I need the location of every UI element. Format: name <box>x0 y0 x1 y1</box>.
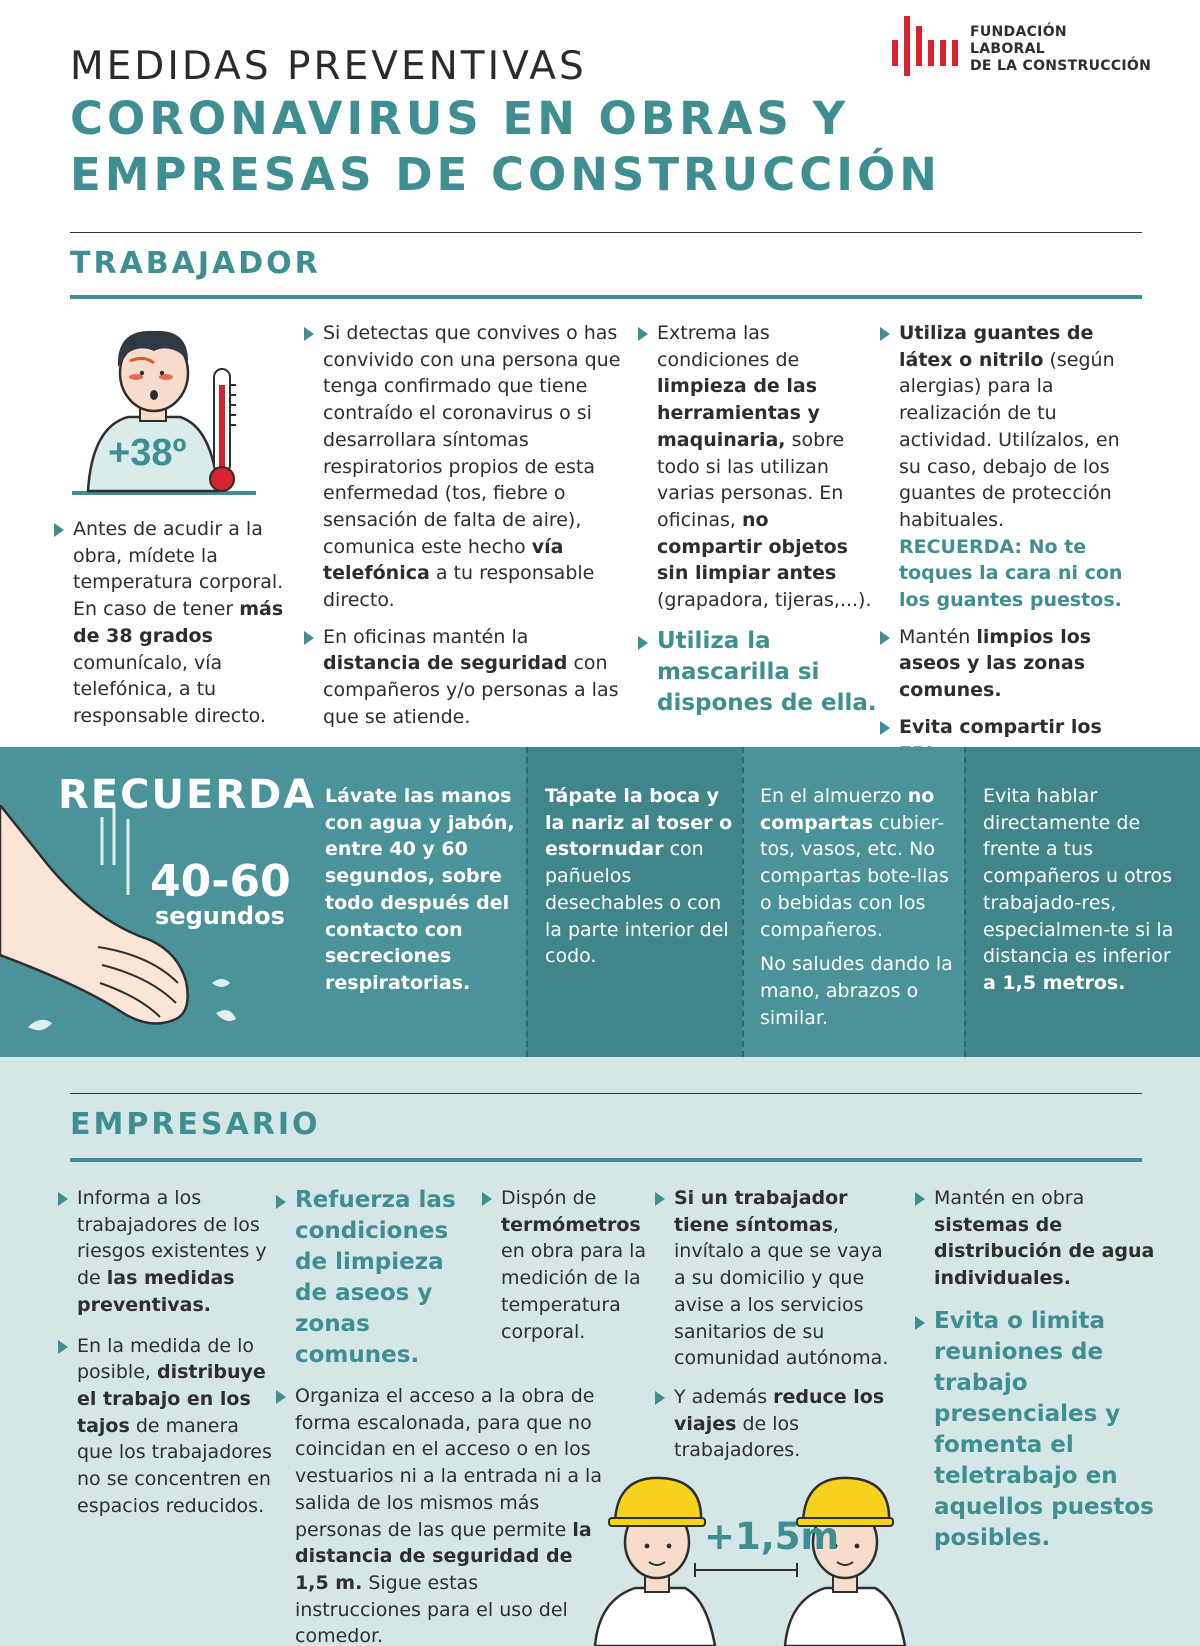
text: de los trabajadores. <box>674 1412 801 1462</box>
bullet-reduce-travel <box>655 1384 895 1464</box>
section-heading-empresario: EMPRESARIO <box>70 1107 321 1142</box>
recuerda-box-handwash <box>325 783 515 997</box>
text: comunícalo, vía telefónica, a tu responsable directo. <box>73 651 266 727</box>
title-top: MEDIDAS PREVENTIVAS <box>70 44 587 89</box>
text-bold: termómetros <box>501 1213 641 1236</box>
text-bold: distancia de seguridad <box>323 652 568 675</box>
hands-washing-illustration <box>0 805 250 1055</box>
text-bold: no compartir objetos sin limpiar antes <box>657 508 848 585</box>
text: En el almuerzo <box>760 785 908 807</box>
text-bold: distribuye el trabajo en los tajos <box>77 1361 266 1437</box>
text: con compañeros y/o personas a las que se atiende. <box>323 652 619 728</box>
empresario-col5 <box>915 1185 1175 1554</box>
bullet-office-distance <box>304 624 624 731</box>
section-heading-trabajador: TRABAJADOR <box>70 246 321 281</box>
text-bold: a 1,5 metros. <box>983 971 1126 994</box>
text-bold: Lávate las manos <box>325 785 512 807</box>
text: Si detectas que convives o has convivido con una persona que tenga confirmado que tiene contraído el coronavirus o si desarrollara síntomas respiratorios propios de esta enfermedad (tos, fiebre o sensación de falta de aire), comunica este hecho <box>323 322 621 558</box>
text: cubier-tos, vasos, etc. No compartas bote-llas o bebidas con los compañeros. <box>760 811 949 941</box>
text-bold: las medidas preventivas. <box>77 1267 235 1316</box>
text-bold: reduce los viajes <box>674 1385 885 1435</box>
temperature-label: +38º <box>108 432 187 474</box>
bullet-thermometers <box>482 1185 652 1345</box>
text: Utiliza la mascarilla si dispones de ella. <box>657 627 877 716</box>
logo-line-1: FUNDACIÓN <box>970 24 1067 40</box>
logo-line-3: DE LA CONSTRUCCIÓN <box>970 58 1152 74</box>
text: Mantén <box>899 625 977 648</box>
text: Informa a los trabajadores de los riesgos existentes y de <box>77 1187 267 1290</box>
text: , invítalo a que se vaya a su domicilio y que avise a los servicios sanitarios de su comunidad autónoma. <box>674 1213 889 1370</box>
text-bold: Tápate la boca y la nariz al toser o estornudar <box>545 785 733 861</box>
recuerda-box-distance <box>983 783 1178 997</box>
title-main-line1: CORONAVIRUS EN OBRAS Y <box>70 92 850 145</box>
bullet-inform <box>58 1185 273 1319</box>
bullet-mask <box>638 626 878 719</box>
text: En la medida de lo posible, <box>77 1334 255 1384</box>
bullet-contact <box>304 320 624 614</box>
bullet-temperature <box>54 516 284 730</box>
text: Evita o limita reuniones de trabajo presenciales y fomenta el teletrabajo en aquellos puestos posibles. <box>934 1307 1154 1551</box>
empresario-col4 <box>655 1185 895 1464</box>
text: Mantén en obra <box>934 1187 1085 1209</box>
text: Refuerza las condiciones de limpieza de aseos y zonas comunes. <box>295 1187 456 1368</box>
trabajador-col4 <box>880 320 1142 767</box>
recuerda-title: RECUERDA <box>58 772 317 818</box>
text-bold: más de 38 grados <box>73 598 284 647</box>
text-bold: limpieza de las herramientas y maquinaria, <box>657 375 820 451</box>
divider-empresario-top <box>70 1093 1142 1094</box>
bullet-clean-areas <box>880 624 1142 704</box>
worker-right <box>785 1478 905 1646</box>
bullet-distribute <box>58 1333 273 1520</box>
band-divider <box>964 747 966 1057</box>
bullet-gloves <box>880 320 1142 534</box>
recuerda-seconds-number: 40-60 <box>150 856 291 907</box>
title-main-line2: EMPRESAS DE CONSTRUCCIÓN <box>70 148 941 201</box>
text-bold: no compartas <box>760 785 935 834</box>
bullet-staggered-access <box>276 1383 606 1646</box>
divider-empresario <box>70 1158 1142 1162</box>
worker-left <box>595 1478 715 1646</box>
text: Sigue estas instrucciones para el uso del comedor. <box>295 1571 568 1646</box>
recuerda-gloves-note: RECUERDA: No te toques la cara ni con los guantes puestos. <box>899 535 1123 612</box>
recuerda-box-cough <box>545 783 735 970</box>
recuerda-box-lunch <box>760 783 955 1031</box>
bullet-cleaning-tools <box>638 320 878 614</box>
divider-trabajador <box>70 295 1142 299</box>
text-bold: vía telefónica <box>323 535 564 585</box>
text: Antes de acudir a la obra, mídete la temperatura corporal. En caso de tener <box>73 518 284 621</box>
text: sobre todo si las utilizan varias personas. En oficinas, <box>657 428 845 531</box>
text-bold: Evita compartir los <box>899 715 1102 738</box>
bullet-water-systems <box>915 1185 1175 1292</box>
trabajador-col1 <box>54 516 284 730</box>
text: con pañuelos desechables o con la parte interior del codo. <box>545 838 729 968</box>
text-bold: Utiliza guantes de látex o nitrilo <box>899 322 1094 371</box>
text: Organiza el acceso a la obra de forma escalonada, para que no coincidan en el acceso o en los vestuarios ni a la entrada ni a la salida de los mismos más personas de las que permite <box>295 1385 602 1541</box>
empresario-col1 <box>58 1185 273 1519</box>
logo-text <box>970 24 1151 75</box>
logo-mark <box>892 16 962 80</box>
text: (grapadora, tijeras,...). <box>657 589 872 612</box>
distance-label: +1,5m <box>704 1515 840 1558</box>
text: Dispón de <box>501 1187 597 1209</box>
text: En oficinas mantén la <box>323 625 529 648</box>
empresario-col3 <box>482 1185 652 1345</box>
text: Extrema las condiciones de <box>657 322 800 371</box>
bullet-telework <box>915 1306 1175 1554</box>
text-bold: sistemas de distribución de agua individuales. <box>934 1213 1155 1290</box>
text-bold: la distancia de seguridad de 1,5 m. <box>295 1518 592 1594</box>
greeting-text: No saludes dando la mano, abrazos o similar. <box>760 953 953 1029</box>
recuerda-seconds-unit: segundos <box>155 902 285 930</box>
text: a tu responsable directo. <box>323 562 595 612</box>
text-bold: Si un trabajador tiene síntomas <box>674 1187 848 1236</box>
bullet-symptoms <box>655 1185 895 1372</box>
text: de manera que los trabajadores no se concentren en espacios reducidos. <box>77 1414 272 1517</box>
logo-line-2: LABORAL <box>970 41 1045 57</box>
text-bold: limpios los aseos y las zonas comunes. <box>899 625 1092 702</box>
band-divider <box>742 747 744 1057</box>
trabajador-col2 <box>304 320 624 731</box>
bullet-reinforce-cleaning <box>276 1185 476 1371</box>
text: (según alergias) para la realización de tu actividad. Utilízalos, en su caso, debajo de los guantes de protección habituales. <box>899 348 1120 531</box>
text: Y además <box>674 1385 774 1408</box>
band-divider <box>526 747 528 1057</box>
text: con agua y jabón, entre 40 y 60 segundos, sobre todo después del contacto con secreciones respiratorias. <box>325 811 515 994</box>
text: Evita hablar directamente de frente a tus compañeros u otros trabajado-res, especialmen-te si la distancia es inferior <box>983 785 1174 968</box>
divider-top <box>70 232 1142 233</box>
text: en obra para la medición de la temperatura corporal. <box>501 1240 647 1343</box>
lunch-text <box>760 783 955 943</box>
sick-worker-illustration <box>70 315 260 500</box>
trabajador-col3 <box>638 320 878 719</box>
